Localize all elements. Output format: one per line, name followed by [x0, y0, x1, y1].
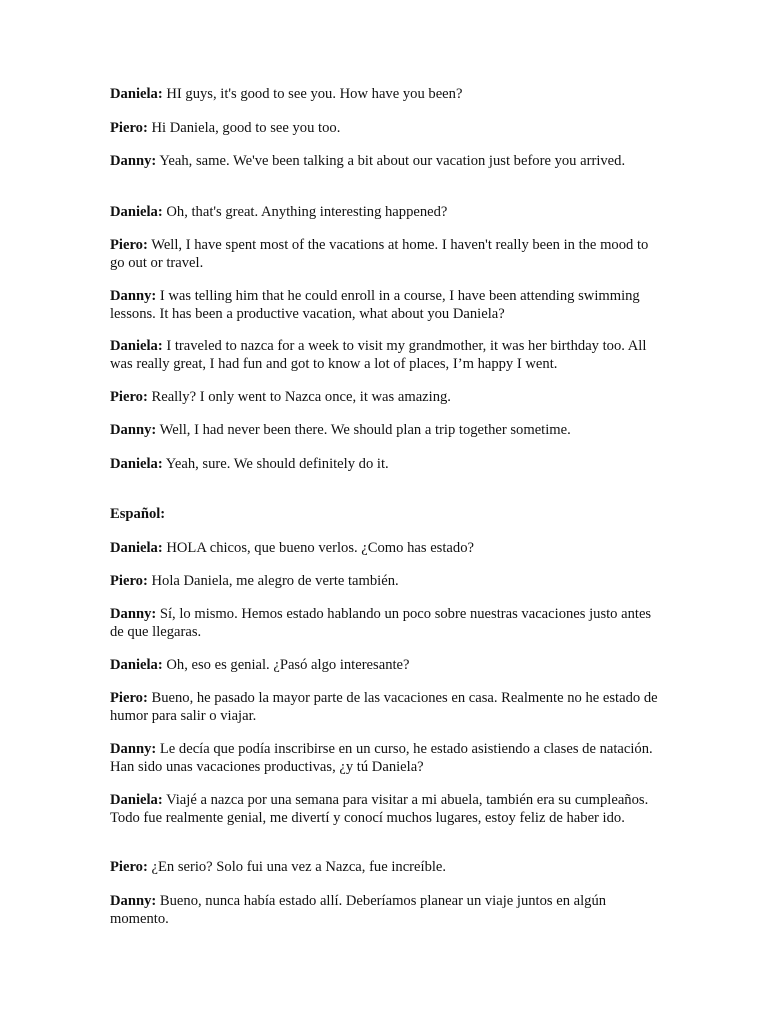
- speaker-name: Danny:: [110, 153, 157, 169]
- dialogue-text: Hi Daniela, good to see you too.: [147, 120, 341, 136]
- dialogue-text: Yeah, sure. We should definitely do it.: [162, 456, 389, 472]
- dialogue-line: [110, 86, 660, 104]
- dialogue-line: [110, 237, 660, 272]
- dialogue-line: [110, 741, 660, 776]
- speaker-name: Piero:: [110, 859, 148, 875]
- speaker-name: Piero:: [110, 573, 148, 589]
- dialogue-line: [110, 456, 660, 474]
- dialogue-line: [110, 859, 660, 877]
- dialogue-line: [110, 204, 660, 222]
- speaker-name: Danny:: [110, 741, 157, 757]
- dialogue-text: Oh, eso es genial. ¿Pasó algo interesante?: [162, 657, 410, 673]
- speaker-name: Daniela:: [110, 204, 163, 220]
- dialogue-text: Oh, that's great. Anything interesting happened?: [162, 204, 448, 220]
- dialogue-text: Bueno, he pasado la mayor parte de las vacaciones en casa. Realmente no he estado de humor para salir o viajar.: [110, 690, 658, 724]
- speaker-name: Piero:: [110, 237, 148, 253]
- dialogue-line: [110, 540, 660, 558]
- dialogue-line: [110, 338, 660, 373]
- dialogue-text: I traveled to nazca for a week to visit my grandmother, it was her birthday too. All was really great, I had fun and got to know a lot of places, I’m happy I went.: [110, 338, 647, 372]
- dialogue-line: [110, 422, 660, 440]
- speaker-name: Danny:: [110, 606, 157, 622]
- dialogue-line: [110, 573, 660, 591]
- speaker-name: Daniela:: [110, 456, 163, 472]
- section-heading: Español:: [110, 506, 166, 522]
- dialogue-text: HI guys, it's good to see you. How have you been?: [162, 86, 463, 102]
- dialogue-line: [110, 389, 660, 407]
- dialogue-line: [110, 153, 660, 171]
- speaker-name: Danny:: [110, 893, 157, 909]
- speaker-name: Daniela:: [110, 338, 163, 354]
- speaker-name: Daniela:: [110, 540, 163, 556]
- dialogue-text: Well, I have spent most of the vacations at home. I haven't really been in the mood to go out or travel.: [110, 237, 649, 271]
- dialogue-text: ¿En serio? Solo fui una vez a Nazca, fue increíble.: [147, 859, 447, 875]
- dialogue-line: [110, 690, 660, 725]
- dialogue-text: Really? I only went to Nazca once, it was amazing.: [147, 389, 451, 405]
- dialogue-text: Well, I had never been there. We should plan a trip together sometime.: [156, 422, 571, 438]
- speaker-name: Daniela:: [110, 792, 163, 808]
- dialogue-text: HOLA chicos, que bueno verlos. ¿Como has estado?: [162, 540, 474, 556]
- speaker-name: Danny:: [110, 422, 157, 438]
- dialogue-text: I was telling him that he could enroll in a course, I have been attending swimming lessons. It has been a productive vacation, what about you Daniela?: [110, 288, 640, 322]
- speaker-name: Daniela:: [110, 86, 163, 102]
- dialogue-text: Sí, lo mismo. Hemos estado hablando un poco sobre nuestras vacaciones justo antes de que llegaras.: [110, 606, 652, 640]
- dialogue-text: Viajé a nazca por una semana para visitar a mi abuela, también era su cumpleaños. Todo fue realmente genial, me divertí y conocí muchos lugares, estoy feliz de haber ido.: [110, 792, 649, 826]
- dialogue-line: [110, 893, 660, 928]
- dialogue-text: Yeah, same. We've been talking a bit about our vacation just before you arrived.: [156, 153, 626, 169]
- dialogue-text: Hola Daniela, me alegro de verte también.: [147, 573, 399, 589]
- dialogue-line: [110, 120, 660, 138]
- speaker-name: Piero:: [110, 690, 148, 706]
- dialogue-text: Bueno, nunca había estado allí. Deberíamos planear un viaje juntos en algún momento.: [110, 893, 607, 927]
- dialogue-line: [110, 792, 660, 827]
- speaker-name: Danny:: [110, 288, 157, 304]
- speaker-name: Daniela:: [110, 657, 163, 673]
- dialogue-line: [110, 288, 660, 323]
- dialogue-line: [110, 606, 660, 641]
- speaker-name: Piero:: [110, 389, 148, 405]
- dialogue-line: [110, 657, 660, 675]
- speaker-name: Piero:: [110, 120, 148, 136]
- dialogue-text: Le decía que podía inscribirse en un curso, he estado asistiendo a clases de natación. Han sido unas vacaciones productivas, ¿y tú Daniela?: [110, 741, 653, 775]
